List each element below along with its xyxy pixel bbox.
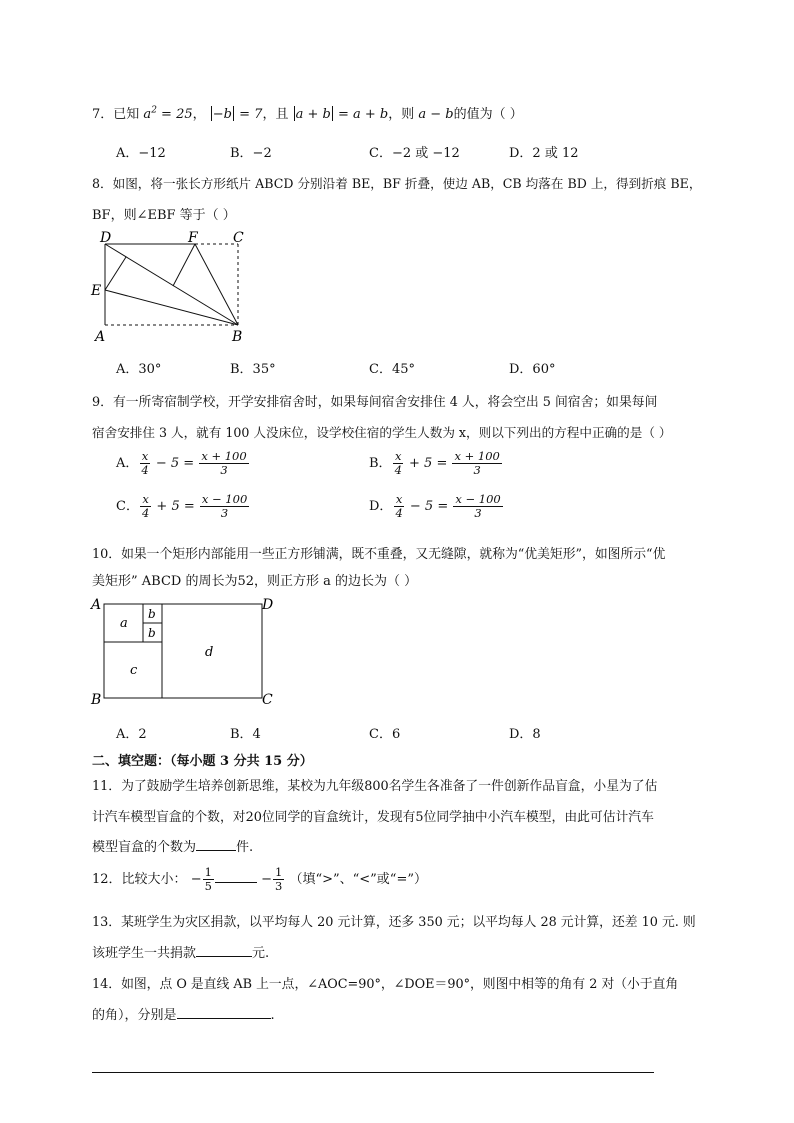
q9-option-a[interactable]: A． $\frac{x}{4}$ − 5 = $\frac{x + 100}{3}$ [116, 449, 247, 477]
footer-rule [92, 1072, 654, 1073]
q8-diagonal-bd [105, 244, 238, 325]
q14-line1: 14．如图，点 O 是直线 AB 上一点，∠AOC=90°，∠DOE＝90°，则图中相等的角有 2 对（小于直角 [92, 977, 679, 992]
q8-line1: 8．如图，将一张长方形纸片 ABCD 分别沿着 BE，BF 折叠，使边 AB，CB 均落在 BD 上，得到折痕 BE， [92, 176, 702, 191]
q9-line1: 9．有一所寄宿制学校，开学安排宿舍时，如果每间宿舍安排住 4 人，将会空出 5 间宿舍；如果每间 [92, 395, 658, 410]
q14-answer-blank[interactable] [177, 1006, 271, 1019]
section-title: 二、填空题：（每小题 3 分共 15 分） [92, 754, 313, 769]
q10-square-a: a [120, 616, 128, 631]
q8-figure [88, 228, 258, 346]
q10-option-b[interactable]: B．4 [230, 727, 261, 742]
q8-fold-a [105, 257, 126, 290]
q10-square-d: d [205, 645, 214, 660]
q10-figure [88, 594, 283, 708]
q13-line1: 13．某班学生为灾区捐款，以平均每人 20 元计算，还多 350 元；以平均每人 28 元计算，还差 10 元. 则 [92, 915, 696, 930]
q10-label-c: C [262, 692, 273, 708]
q8-option-a[interactable]: A．30° [116, 362, 162, 377]
q10-square-c: c [130, 663, 138, 678]
q11-answer-blank[interactable] [196, 838, 236, 851]
q13-line2: 该班学生一共捐款 元. [92, 946, 270, 961]
q7-eq3: a + b = a + b [295, 107, 389, 122]
q7-eq1: $a^2 = 25$ [143, 105, 193, 122]
q8-label-d: D [100, 230, 112, 246]
q7-stem: 7．已知 $a^2 = 25$， −b = 7，且 a + b = a + b，则 a − b的值为（ ） [92, 105, 523, 122]
q12-line: 12．比较大小： − $\frac{1}{5}$ − $\frac{1}{3}$ （填“>”、“<”或“=”） [92, 865, 427, 893]
q13-answer-blank[interactable] [196, 944, 252, 957]
q11-line2: 计汽车模型盲盒的个数，对20位同学的盲盒统计，发现有5位同学抽中小汽车模型，由此可估计汽车 [92, 810, 654, 825]
q10-line2: 美矩形” ABCD 的周长为52，则正方形 a 的边长为（ ） [92, 574, 418, 589]
q9-option-c[interactable]: C． $\frac{x}{4}$ + 5 = $\frac{x - 100}{3}$ [116, 492, 248, 520]
q9-line2: 宿舍安排住 3 人，就有 100 人没床位，设学校住宿的学生人数为 x，则以下列出的方程中正确的是（ ） [92, 425, 672, 440]
q8-option-b[interactable]: B．35° [230, 362, 276, 377]
q8-fold-c [173, 244, 195, 286]
q8-label-e: E [91, 283, 102, 299]
q8-crease-be [105, 290, 238, 325]
q10-square-b1: b [148, 607, 156, 621]
q10-label-a: A [91, 597, 102, 613]
q7-option-d[interactable]: D．2 或 12 [509, 146, 579, 161]
q7-option-c[interactable]: C．−2 或 −12 [369, 146, 460, 161]
q7-option-b[interactable]: B．−2 [230, 146, 272, 161]
q7-expr: a − b [418, 107, 454, 122]
q9-option-b[interactable]: B． $\frac{x}{4}$ + 5 = $\frac{x + 100}{3}$ [369, 449, 500, 477]
q10-label-d: D [262, 597, 274, 613]
q8-label-a: A [95, 329, 106, 345]
q9-option-d[interactable]: D． $\frac{x}{4}$ − 5 = $\frac{x - 100}{3}$ [369, 492, 501, 520]
q8-line2: BF，则∠EBF 等于（ ） [92, 208, 236, 223]
q8-option-c[interactable]: C．45° [369, 362, 415, 377]
q10-square-b2: b [148, 626, 156, 640]
q10-line1: 10．如果一个矩形内部能用一些正方形铺满，既不重叠，又无缝隙，就称为“优美矩形”，如图所示“优 [92, 547, 666, 562]
q11-line3: 模型盲盒的个数为 件. [92, 840, 254, 855]
q10-option-c[interactable]: C．6 [369, 727, 401, 742]
q10-label-b: B [91, 692, 102, 708]
q8-option-d[interactable]: D．60° [509, 362, 556, 377]
q8-label-b: B [232, 329, 243, 345]
q11-line1: 11．为了鼓励学生培养创新思维，某校为九年级800名学生各准备了一件创新作品盲盒，小星为了估 [92, 779, 658, 794]
q10-option-d[interactable]: D．8 [509, 727, 541, 742]
q7-option-a[interactable]: A．−12 [116, 146, 166, 161]
q8-label-f: F [188, 230, 198, 246]
q14-line2: 的角），分别是 . [92, 1008, 275, 1023]
q8-crease-bf [195, 244, 238, 325]
q12-answer-blank[interactable] [215, 870, 257, 883]
q7-eq2: −b = 7 [212, 107, 263, 122]
q10-option-a[interactable]: A．2 [116, 727, 147, 742]
q8-label-c: C [233, 230, 244, 246]
